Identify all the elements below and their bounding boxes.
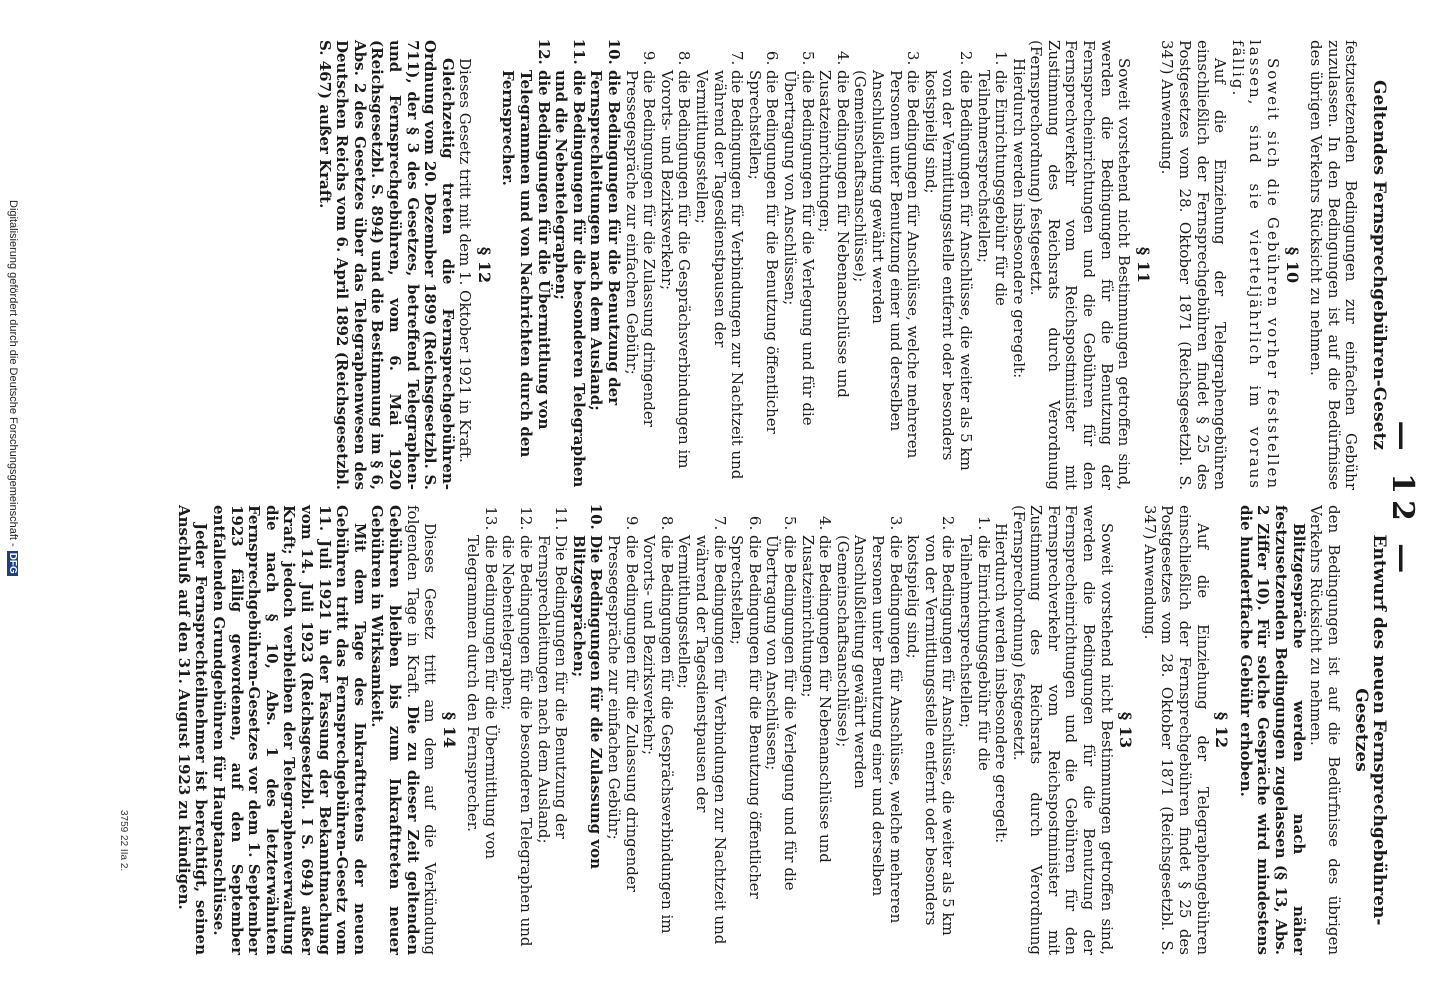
print-code: 3759 22 IIa 2. bbox=[118, 810, 129, 872]
list-item: 1. die Einrichtungsgebühr für die Teilnehmersprechstellen; bbox=[956, 535, 991, 955]
left-intro: festzusetzenden Bedingungen zur einfachen Gebühr zuzulassen. In den Bedingungen ist auf die Bedürfnisse des übrigen Verkehrs Rücksicht zu nehmen. bbox=[1307, 40, 1361, 490]
right-intro-1: den Bedingungen ist auf die Bedürfnisse des übrigen Verkehrs Rücksicht zu nehmen. bbox=[1307, 505, 1343, 955]
page-number: — 12 — bbox=[1385, 420, 1420, 580]
list-item: 4. die Bedingungen für Nebenanschlüsse und Zusatzeinrichtungen; bbox=[816, 70, 851, 490]
left-section-10-paragraph-1: Soweit sich die Gebühren vorher feststellen lassen, sind sie vierteljährlich im voraus fällig. bbox=[1228, 40, 1283, 490]
list-item: 2. die Bedingungen für Anschlüsse, die weiter als 5 km von der Vermittlungsstelle entfernt oder besonders kostspielig sind; bbox=[921, 70, 974, 490]
left-section-11-list bbox=[499, 40, 1009, 490]
list-item: 2. die Bedingungen für Anschlüsse, die weiter als 5 km von der Vermittlungsstelle entfernt oder besonders kostspielig sind; bbox=[904, 535, 957, 955]
list-item: 13. die Bedingungen für die Übermittlung von Telegrammen durch den Fernsprecher. bbox=[464, 535, 499, 955]
right-section-13-paragraph-2: Hierdurch werden insbesondere geregelt: bbox=[992, 523, 1011, 844]
left-section-10-paragraph-2: Auf die Einziehung der Telegraphengebühren einschließlich der Fernsprechgebühren findet § 25 des Postgesetzes vom 28. Oktober 1871 (Reichsgesetzbl. S. 347) Anwendung. bbox=[1158, 40, 1230, 490]
list-item: 11. die Bedingungen für die besonderen Telegraphen und die Nebentelegraphen; bbox=[552, 70, 587, 490]
right-section-14-paragraph-3: Jeder Fernsprechteilnehmer ist berechtigt, seinen Anschluß auf den 31. August 1923 zu kündigen. bbox=[174, 505, 211, 955]
list-item: 10. Die Bedingungen für die Zulassung von Blitzgesprächen; bbox=[569, 535, 604, 955]
right-section-13-title: § 13 bbox=[1116, 711, 1136, 749]
right-section-14-paragraph-1a: Dieses Gesetz tritt am dem auf die Verkündung folgenden Tage in Kraft. bbox=[403, 505, 440, 955]
right-section-12-title: § 12 bbox=[1212, 711, 1232, 749]
right-column bbox=[174, 505, 1389, 955]
digitization-footnote bbox=[7, 200, 19, 576]
right-section-14-paragraph-2: Mit dem Tage des Inkrafttretens der neuen Gebühren tritt das Fernsprechgebühren-Gesetz vom 11. Juli 1921 in der Fassung der Bekanntmachung vom 14. Juli 1923 (Reichsgesetzbl. I S. 694) außer Kraft; jedoch verbleiben der Telegraphenverwaltung die nach § 10, Abs. 1 des letzterwähnten Fernsprechgebühren-Gesetzes vor dem 1. September 1923 fällig gewordenen, auf den September entfallenden Grundgebühren für Hauptanschlüsse. bbox=[210, 505, 369, 955]
right-intro-2: Blitzgespräche werden nach näher festzusetzenden Bedingungen zugelassen (§ 13, Abs. 2 Ziffer 10). Für solche Gespräche wird mindestens die hundertfache Gebühr erhoben. bbox=[1236, 505, 1308, 955]
left-section-11-paragraph-1: Soweit vorstehend nicht Bestimmungen getroffen sind, werden die Bedingungen für die Benutzung der Fernsprecheinrichtungen und die Gebühren für den Fernsprechverkehr vom Reichspostminister mit Zustimmung des Reichsrats durch Verordnung (Fernsprechordnung) festgesetzt. bbox=[1027, 40, 1134, 490]
list-item: 6. die Bedingungen für die Benutzung öffentlicher Sprechstellen; bbox=[745, 70, 780, 490]
footnote-text: Digitalisierung gefördert durch die Deutsche Forschungsgemeinschaft - bbox=[7, 200, 19, 547]
left-section-11-title: § 11 bbox=[1133, 246, 1153, 284]
list-item: 9. die Bedingungen für die Zulassung dringender Pressegespräche zur einfachen Gebühr; bbox=[622, 70, 657, 490]
list-item: 7. die Bedingungen für Verbindungen zur Nachtzeit und während der Tagesdienstpausen der Vermittlungsstellen; bbox=[692, 70, 745, 490]
list-item: 8. die Bedingungen für die Gesprächsverbindungen im Vororts- und Bezirksverkehr; bbox=[657, 70, 692, 490]
left-section-10-title: § 10 bbox=[1282, 246, 1302, 284]
right-section-12-paragraph-1: Auf die Einziehung der Telegraphengebühren einschließlich der Fernsprechgebühren findet § 25 des Postgesetzes vom 28. Oktober 1871 (Reichsgesetzbl. S. 347) Anwendung. bbox=[1140, 505, 1212, 955]
right-section-14-paragraph-1 bbox=[368, 505, 438, 955]
left-section-12-paragraph-1: Dieses Gesetz tritt mit dem 1. Oktober 1921 in Kraft. bbox=[456, 58, 475, 463]
right-section-14-title: § 14 bbox=[439, 711, 459, 749]
left-column-title: Geltendes Fernsprechgebühren-Gesetz bbox=[1369, 80, 1389, 450]
list-item: 5. die Bedingungen für die Verlegung und für die Übertragung von Anschlüssen; bbox=[780, 70, 815, 490]
dfg-logo: DFG bbox=[7, 552, 18, 574]
list-item: 7. die Bedingungen für Verbindungen zur Nachtzeit und während der Tagesdienstpausen der Vermittlungsstellen; bbox=[675, 535, 728, 955]
list-item: 6. die Bedingungen für die Benutzung öffentlicher Sprechstellen; bbox=[728, 535, 763, 955]
list-item: 3. die Bedingungen für Anschlüsse, welche mehreren Personen unter Benutzung einer und derselben Anschlußleitung gewährt werden (Gemeinschaftsanschlüsse); bbox=[851, 70, 921, 490]
list-item: 11. Die Bedingungen für die Benutzung der Fernsprechleitungen nach dem Ausland; bbox=[534, 535, 569, 955]
left-section-12-paragraph-2: Gleichzeitig treten die Fernsprechgebühren-Ordnung vom 20. Dezember 1899 (Reichsgesetzbl. S. 711), der § 3 des Gesetzes, betreffend Telegraphen- und Fernsprechgebühren, vom 6. Mai 1920 (Reichsgesetzbl. S. 894) und die Bestimmung im § 6, Abs. 2 des Gesetzes über das Telegraphenwesen des Deutschen Reichs vom 6. April 1892 (Reichsgesetzbl. S. 467) außer Kraft. bbox=[315, 40, 457, 490]
list-item: 12. die Bedingungen für die Übermittlung von Telegrammen und von Nachrichten durch den Fernsprecher. bbox=[499, 70, 552, 490]
right-column-title: Entwurf des neuen Fernsprechgebühren-Gesetzes bbox=[1351, 534, 1389, 926]
list-item: 5. die Bedingungen für die Verlegung und für die Übertragung von Anschlüssen; bbox=[763, 535, 798, 955]
left-section-11-paragraph-2: Hierdurch werden insbesondere geregelt: bbox=[1009, 58, 1028, 379]
right-section-13-paragraph-1: Soweit vorstehend nicht Bestimmungen getroffen sind, werden die Bedingungen für die Benutzung der Fernsprecheinrichtungen und die Gebühren für den Fernsprechverkehr vom Reichspostminister mit Zustimmung des Reichsrats durch Verordnung (Fernsprechordnung) festgesetzt. bbox=[1009, 505, 1116, 955]
left-section-12-title: § 12 bbox=[474, 246, 494, 284]
list-item: 3. die Bedingungen für Anschlüsse, welche mehreren Personen unter Benutzung einer und derselben Anschlußleitung gewährt werden (Gemeinschaftsanschlüsse); bbox=[833, 535, 903, 955]
list-item: 4. die Bedingungen für Nebenanschlüsse und Zusatzeinrichtungen; bbox=[798, 535, 833, 955]
left-column bbox=[315, 40, 1389, 490]
right-section-14-paragraph-1b: Die zu dieser Zeit geltenden Gebühren bleiben bis zum Inkrafttreten neuer Gebühren in Wirksamkeit. bbox=[368, 505, 422, 955]
list-item: 9. die Bedingungen für die Zulassung dringender Pressegespräche zur einfachen Gebühr; bbox=[604, 535, 639, 955]
list-item: 12. die Bedingungen für die besonderen Telegraphen und die Nebentelegraphen; bbox=[499, 535, 534, 955]
list-item: 8. die Bedingungen für die Gesprächsverbindungen im Vororts- und Bezirksverkehr; bbox=[640, 535, 675, 955]
list-item: 1. die Einrichtungsgebühr für die Teilnehmersprechstellen; bbox=[974, 70, 1009, 490]
right-section-13-list bbox=[464, 505, 992, 955]
list-item: 10. die Bedingungen für die Benutzung der Fernsprechleitungen nach dem Ausland; bbox=[587, 70, 622, 490]
